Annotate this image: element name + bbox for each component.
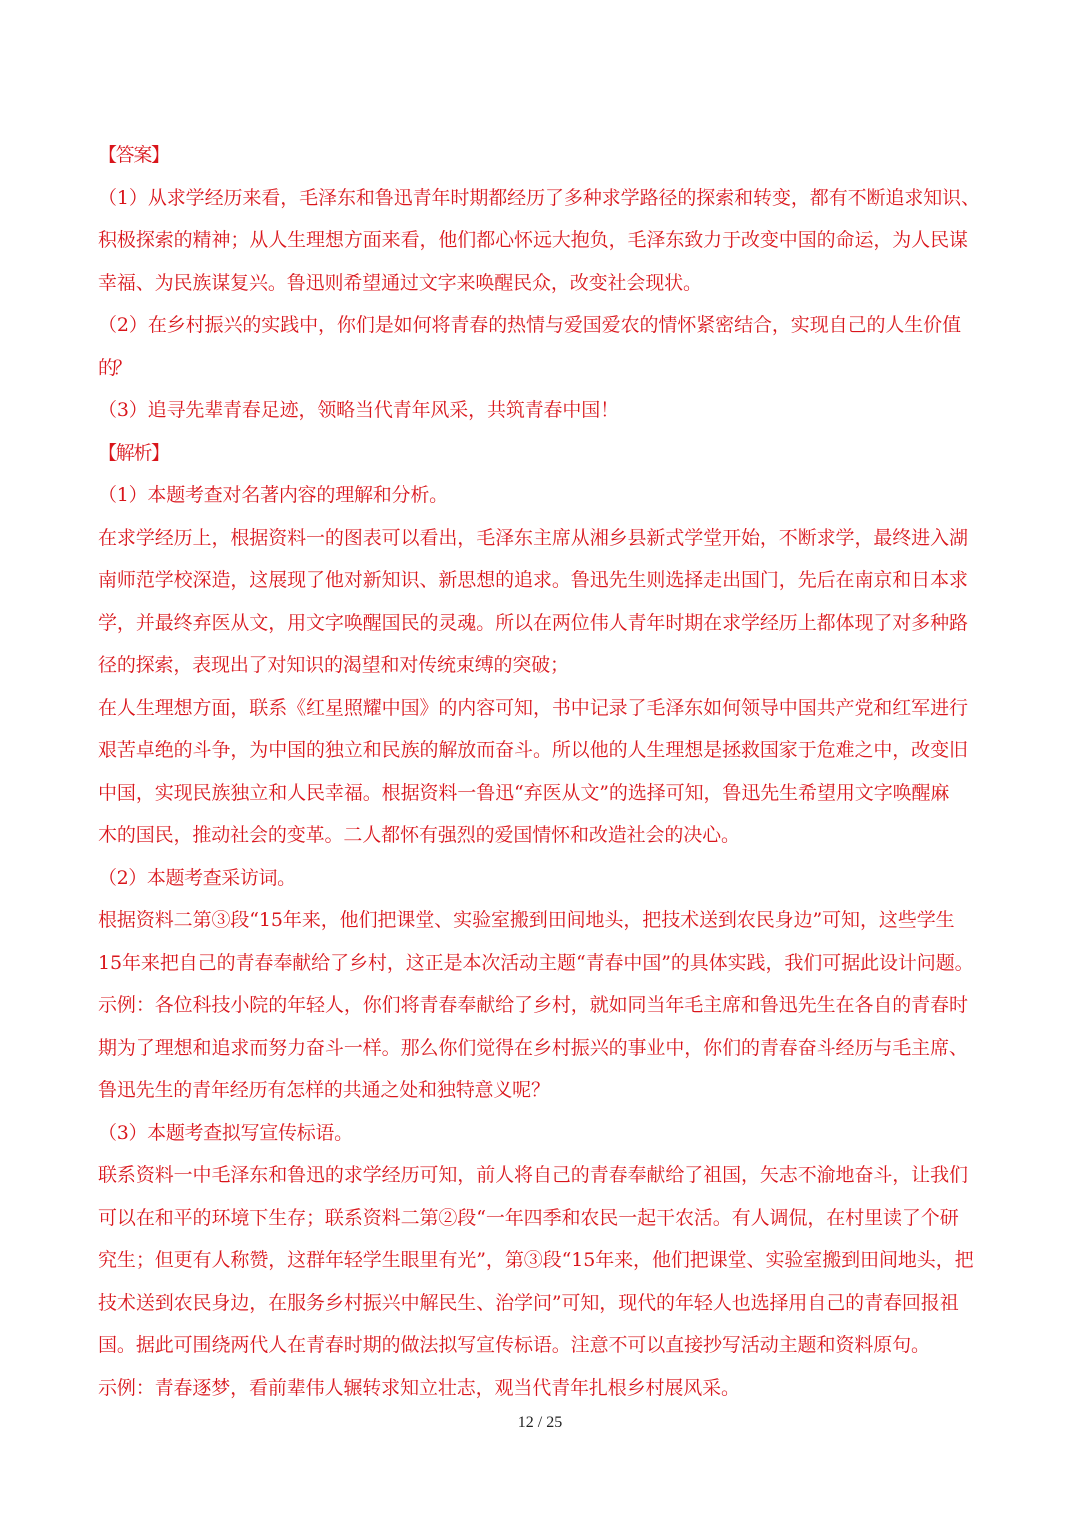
answer-content xyxy=(98,134,988,1409)
analysis-line: 联系资料一中毛泽东和鲁迅的求学经历可知，前人将自己的青春奉献给了祖国，矢志不渝地奋斗，让我们 xyxy=(98,1164,968,1186)
analysis-line: 南师范学校深造，这展现了他对新知识、新思想的追求。鲁迅先生则选择走出国门，先后在南京和日本求 xyxy=(98,569,968,591)
analysis-line: 技术送到农民身边，在服务乡村振兴中解民生、治学问”可知，现代的年轻人也选择用自己的青春回报祖 xyxy=(98,1291,959,1314)
analysis-line: 中国，实现民族独立和人民幸福。根据资料一鲁迅“弃医从文”的选择可知，鲁迅先生希望用文字唤醒麻 xyxy=(98,781,950,804)
analysis-line: 鲁迅先生的青年经历有怎样的共通之处和独特意义呢？ xyxy=(98,1079,550,1101)
answer-heading: 【答案】 xyxy=(98,144,169,166)
analysis-line: 示例：各位科技小院的年轻人，你们将青春奉献给了乡村，就如同当年毛主席和鲁迅先生在各自的青春时 xyxy=(98,994,968,1016)
analysis-line: 径的探索，表现出了对知识的渴望和对传统束缚的突破； xyxy=(98,654,569,676)
answer-line: （2）在乡村振兴的实践中，你们是如何将青春的热情与爱国爱农的情怀紧密结合，实现自己的人生价值 xyxy=(98,314,961,336)
answer-line: 的？ xyxy=(98,356,129,379)
analysis-line: 在求学经历上，根据资料一的图表可以看出，毛泽东主席从湘乡县新式学堂开始，不断求学，最终进入湖 xyxy=(98,526,968,549)
answer-line: 幸福、为民族谋复兴。鲁迅则希望通过文字来唤醒民众，改变社会现状。 xyxy=(98,271,702,294)
answer-line: （3）追寻先辈青春足迹，领略当代青年风采，共筑青春中国！ xyxy=(98,399,619,421)
analysis-line: 国。据此可围绕两代人在青春时期的做法拟写宣传标语。注意不可以直接抄写活动主题和资料原句。 xyxy=(98,1334,930,1356)
analysis-line: （1）本题考查对名著内容的理解和分析。 xyxy=(98,484,448,506)
analysis-line: 期为了理想和追求而努力奋斗一样。那么你们觉得在乡村振兴的事业中，你们的青春奋斗经历与毛主席、 xyxy=(98,1036,968,1059)
analysis-line: 学，并最终弃医从文，用文字唤醒国民的灵魂。所以在两位伟人青年时期在求学经历上都体现了对多种路 xyxy=(98,611,968,634)
analysis-line: 可以在和平的环境下生存；联系资料二第②段“一年四季和农民一起干农活。有人调侃，在村里读了个研 xyxy=(98,1206,959,1229)
analysis-line: 根据资料二第③段“15年来，他们把课堂、实验室搬到田间地头，把技术送到农民身边”可知，这些学生 xyxy=(98,909,955,931)
answer-line: （1）从求学经历来看，毛泽东和鲁迅青年时期都经历了多种求学路径的探索和转变，都有不断追求知识、 xyxy=(98,186,981,209)
analysis-line: 在人生理想方面，联系《红星照耀中国》的内容可知，书中记录了毛泽东如何领导中国共产党和红军进行 xyxy=(98,696,968,719)
analysis-heading: 【解析】 xyxy=(98,441,169,464)
analysis-line: 艰苦卓绝的斗争，为中国的独立和民族的解放而奋斗。所以他的人生理想是拯救国家于危难之中，改变旧 xyxy=(98,739,968,761)
analysis-line: 究生；但更有人称赞，这群年轻学生眼里有光”，第③段“15年来，他们把课堂、实验室搬到田间地头，把 xyxy=(98,1249,974,1271)
analysis-line: 木的国民，推动社会的变革。二人都怀有强烈的爱国情怀和改造社会的决心。 xyxy=(98,824,740,846)
analysis-line: 示例：青春逐梦，看前辈伟人辗转求知立壮志，观当代青年扎根乡村展风采。 xyxy=(98,1376,740,1399)
answer-line: 积极探索的精神；从人生理想方面来看，他们都心怀远大抱负，毛泽东致力于改变中国的命运，为人民谋 xyxy=(98,229,968,251)
page-number: 12 / 25 xyxy=(517,1414,563,1431)
analysis-line: （3）本题考查拟写宣传标语。 xyxy=(98,1121,353,1144)
analysis-line: 15年来把自己的青春奉献给了乡村，这正是本次活动主题“青春中国”的具体实践，我们可据此设计问题。 xyxy=(98,951,974,974)
analysis-line: （2）本题考查采访词。 xyxy=(98,866,296,889)
